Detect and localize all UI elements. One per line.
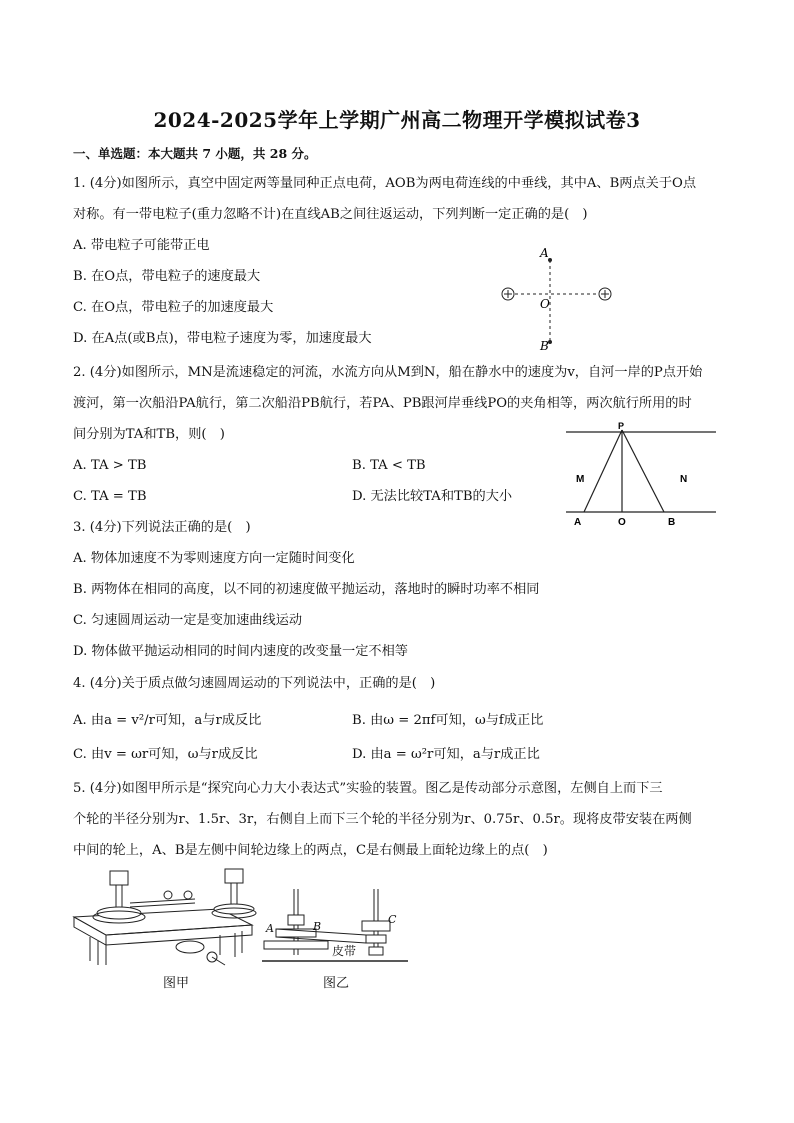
q5-caption-yi: 图乙 [323,976,350,991]
q4-option-d: D. 由a = ω²r可知，a与r成正比 [352,747,540,762]
q2-option-b: B. TA < TB [352,458,426,473]
q2-stem-line1: 2. (4分)如图所示，MN是流速稳定的河流，水流方向从M到N，船在静水中的速度为v，自河一岸的P点开始 [73,365,703,380]
q2-label-m: M [576,474,585,485]
q2-option-a: A. TA > TB [73,458,147,473]
q1-option-d: D. 在A点(或B点)，带电粒子速度为零，加速度最大 [73,331,372,346]
q2-figure [562,420,722,530]
q5-figure-jia [70,865,260,970]
section-heading: 一、单选题：本大题共 7 小题，共 28 分。 [73,146,317,161]
q5-stem-line3: 中间的轮上，A、B是左侧中间轮边缘上的两点，C是右侧最上面轮边缘上的点( ) [73,843,548,858]
q2-label-b: B [668,517,676,528]
q2-label-n: N [680,474,688,485]
q1-figure [495,240,625,355]
q3-option-d: D. 物体做平抛运动相同的时间内速度的改变量一定不相等 [73,644,408,659]
q3-option-c: C. 匀速圆周运动一定是变加速曲线运动 [73,613,303,628]
q3-option-b: B. 两物体在相同的高度，以不同的初速度做平抛运动，落地时的瞬时功率不相同 [73,582,540,597]
q5-figure-yi [262,885,412,970]
q2-stem-line2: 渡河，第一次船沿PA航行，第二次船沿PB航行，若PA、PB跟河岸垂线PO的夹角相等，两次航行所用的时 [73,396,692,411]
q4-option-c: C. 由v = ωr可知，ω与r成反比 [73,747,258,762]
q1-label-a: A [540,246,549,260]
q1-option-a: A. 带电粒子可能带正电 [73,238,210,253]
q4-stem: 4. (4分)关于质点做匀速圆周运动的下列说法中，正确的是( ) [73,676,436,691]
q1-stem-line2: 对称。有一带电粒子(重力忽略不计)在直线AB之间往返运动，下列判断一定正确的是( ) [73,207,588,222]
q1-label-b: B [540,339,549,353]
q3-option-a: A. 物体加速度不为零则速度方向一定随时间变化 [73,551,355,566]
q4-option-b: B. 由ω = 2πf可知，ω与f成正比 [352,713,544,728]
q1-option-c: C. 在O点，带电粒子的加速度最大 [73,300,274,315]
q2-option-c: C. TA = TB [73,489,147,504]
q5-label-a: A [266,922,274,935]
page-title: 2024-2025学年上学期广州高二物理开学模拟试卷3 [153,108,641,132]
q3-stem: 3. (4分)下列说法正确的是( ) [73,520,251,535]
q2-option-d: D. 无法比较TA和TB的大小 [352,489,513,504]
q5-belt-label: 皮带 [332,944,357,958]
q5-stem-line2: 个轮的半径分别为r、1.5r、3r，右侧自上而下三个轮的半径分别为r、0.75r、0.5r。现将皮带安装在两侧 [73,812,692,827]
q5-label-c: C [388,913,397,926]
q5-caption-jia: 图甲 [163,976,190,991]
q5-label-b: B [313,920,322,933]
q2-stem-line3: 间分别为TA和TB，则( ) [73,427,225,442]
q1-label-o: O [540,297,550,311]
q2-label-o: O [618,517,626,528]
q2-label-p: P [618,421,625,431]
q5-stem-line1: 5. (4分)如图甲所示是“探究向心力大小表达式”实验的装置。图乙是传动部分示意图，左侧自上而下三 [73,781,663,796]
q4-option-a: A. 由a = v²/r可知，a与r成反比 [73,713,262,728]
q1-option-b: B. 在O点，带电粒子的速度最大 [73,269,261,284]
q2-label-a: A [574,517,582,528]
q1-stem-line1: 1. (4分)如图所示，真空中固定两等量同种正点电荷，AOB为两电荷连线的中垂线，其中A、B两点关于O点 [73,176,697,191]
